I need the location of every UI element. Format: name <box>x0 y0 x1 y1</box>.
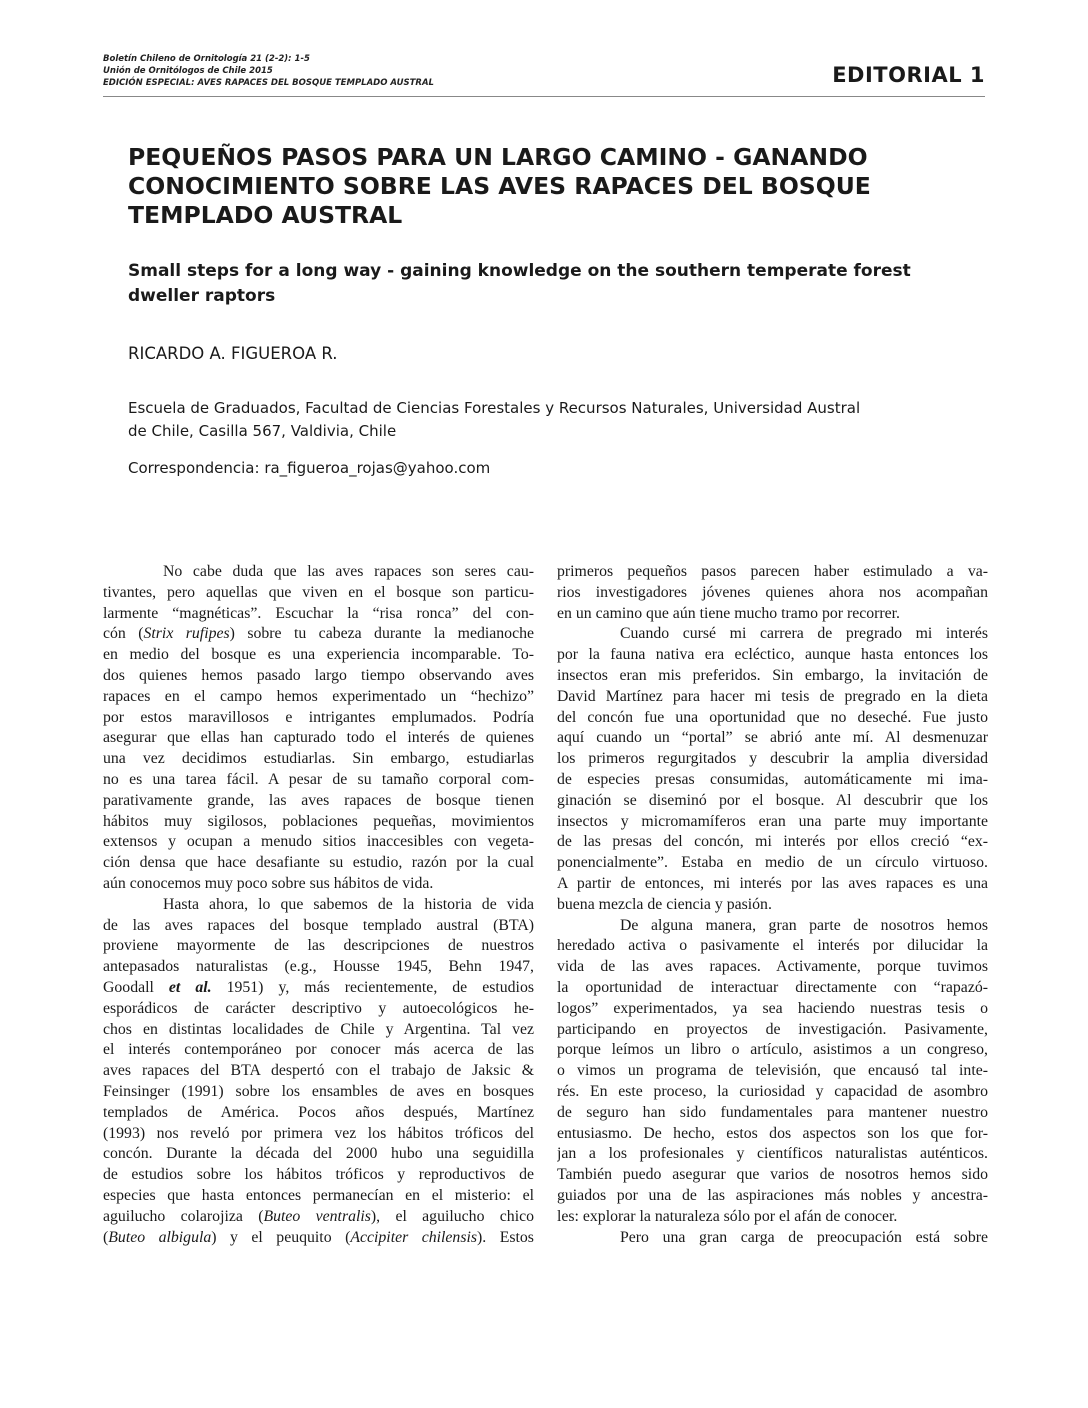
author-name: RICARDO A. FIGUEROA R. <box>128 344 338 363</box>
text-line: entusiasmo. De hecho, estos dos aspectos son los que for- <box>557 1124 988 1142</box>
affiliation <box>128 397 860 443</box>
text-line: larmente “magnéticas”. Escuchar la “risa ronca” del con- <box>103 604 534 622</box>
text-line: esporádicos de carácter descriptivo y autoecológicos he- <box>103 999 534 1017</box>
citation-etal: et al. <box>168 978 212 996</box>
affiliation-line: de Chile, Casilla 567, Valdivia, Chile <box>128 422 397 440</box>
society-line: Unión de Ornitólogos de Chile 2015 <box>103 66 273 76</box>
text-line: insectos y micromamíferos eran una parte muy importante <box>557 812 988 830</box>
text-line: asegurar que ellas han capturado todo el interés de quienes <box>103 729 534 747</box>
text-line: (1993) nos reveló por primera vez los hábitos tróficos del <box>103 1124 534 1142</box>
text-line: Feinsinger (1991) sobre los ensambles de aves en bosques <box>103 1082 534 1100</box>
text-line: rios investigadores jóvenes quienes ahora nos acompañan <box>557 583 988 601</box>
journal-citation: Boletín Chileno de Ornitología 21 (2-2): 1-5 <box>103 54 310 64</box>
text-line: David Martínez para hacer mi tesis de pregrado en la dieta <box>557 687 988 705</box>
text-line: los primeros regurgitados y descubrir la amplia diversidad <box>557 750 988 768</box>
text-line: de especies presas consumidas, automáticamente mi ima- <box>557 770 988 788</box>
text-line: rés. En este proceso, la curiosidad y capacidad de asombro <box>557 1082 988 1100</box>
english-title <box>128 259 988 309</box>
text-line: de las presas del concón, mi interés por ellos creció “ex- <box>557 833 988 851</box>
text-line: porque leímos un libro o artículo, asistimos a un congreso, <box>557 1041 988 1059</box>
species-name: Accipiter chilensis <box>350 1228 478 1246</box>
text-line: insectos eran mis preferidos. Sin embargo, la invitación de <box>557 666 988 684</box>
text-line: el interés contemporáneo por conocer más acerca de las <box>103 1041 534 1059</box>
text-line: jan a los profesionales y científicos naturalistas auténticos. <box>557 1145 988 1163</box>
text-line: de seguro han sido fundamentales para mantener nuestro <box>557 1103 988 1121</box>
text-line: del concón fue una oportunidad que no deseché. Fue justo <box>557 708 988 726</box>
text-line: También puedo asegurar que varios de nosotros hemos sido <box>557 1166 988 1184</box>
text-line: primeros pequeños pasos parecen haber estimulado a va- <box>557 563 988 580</box>
text-line: Hasta ahora, lo que sabemos de la historia de vida <box>163 895 534 913</box>
text-line: la oportunidad de interactuar directamente con “rapazó- <box>557 978 988 996</box>
text-line: ponencialmente”. Estaba en medio de un círculo virtuoso. <box>557 854 988 872</box>
text-line: de estudios sobre los hábitos tróficos y reproductivos de <box>103 1166 534 1184</box>
text-line: por la fauna nativa era ecléctico, aunque hasta entonces los <box>557 646 988 664</box>
body-column-left <box>103 562 534 1248</box>
text-line: participando en proyectos de investigación. Pasivamente, <box>557 1020 988 1038</box>
text-line: una vez decidimos estudiarlas. Sin embargo, estudiarlas <box>103 750 534 768</box>
special-edition-line: EDICIÓN ESPECIAL: AVES RAPACES DEL BOSQUE TEMPLADO AUSTRAL <box>103 78 434 88</box>
text-line: en un camino que aún tiene mucho tramo por recorrer. <box>557 604 901 622</box>
species-name: Buteo albigula <box>108 1228 212 1246</box>
article-title <box>128 143 928 230</box>
text-line: parativamente grande, las aves rapaces de bosque tienen <box>103 791 534 809</box>
text-line: cón (Strix rufipes) sobre tu cabeza durante la medianoche <box>103 625 534 643</box>
text-line: templados de América. Pocos años después, Martínez <box>103 1103 534 1121</box>
text-line: en medio del bosque es una experiencia incomparable. To- <box>103 646 534 664</box>
text-line: buena mezcla de ciencia y pasión. <box>557 895 772 913</box>
text-line: proviene mayormente de las descripciones de nuestros <box>103 937 534 955</box>
text-line: rapaces en el campo hemos experimentado un “hechizo” <box>103 687 534 705</box>
text-line: guiados por una de las aspiraciones más nobles y ancestra- <box>557 1186 988 1204</box>
text-line: hábitos muy sigilosos, poblaciones pequeñas, movimientos <box>103 812 534 830</box>
text-line: (Buteo albigula) y el peuquito (Accipiter chilensis). Estos <box>103 1228 534 1246</box>
running-header <box>103 53 434 89</box>
subtitle-line: dweller raptors <box>128 286 276 306</box>
text-line: aguilucho colarojiza (Buteo ventralis), el aguilucho chico <box>103 1207 534 1225</box>
text-line: Goodall et al. 1951) y, más recientemente, de estudios <box>103 978 534 996</box>
text-line: Pero una gran carga de preocupación está sobre <box>620 1228 988 1246</box>
text-line: A partir de entonces, mi interés por las aves rapaces es una <box>557 874 988 892</box>
correspondence-email: Correspondencia: ra_figueroa_rojas@yahoo.com <box>128 459 491 477</box>
text-line: De alguna manera, gran parte de nosotros hemos <box>620 916 988 934</box>
text-line: extensos y ocupan a menudo sitios inaccesibles con vegeta- <box>103 833 534 851</box>
header-divider <box>103 96 985 97</box>
text-line: tivantes, pero aquellas que viven en el bosque son particu- <box>103 583 534 601</box>
text-line: ción densa que hace desafiante su estudio, razón por la cual <box>103 854 534 872</box>
title-line: CONOCIMIENTO SOBRE LAS AVES RAPACES DEL BOSQUE <box>128 172 871 200</box>
species-name: Buteo ventralis <box>263 1207 371 1225</box>
text-line: concón. Durante la década del 2000 hubo una seguidilla <box>103 1145 534 1163</box>
text-line: aún conocemos muy poco sobre sus hábitos de vida. <box>103 874 434 892</box>
body-column-right <box>557 562 988 1248</box>
section-label: EDITORIAL 1 <box>832 63 985 87</box>
subtitle-line: Small steps for a long way - gaining knowledge on the southern temperate forest <box>128 261 911 281</box>
text-line: de las aves rapaces del bosque templado austral (BTA) <box>103 916 534 934</box>
text-line: aquí cuando un “portal” se abrió ante mí. Al desmenuzar <box>557 729 988 747</box>
text-line: les: explorar la naturaleza sólo por el afán de conocer. <box>557 1207 898 1225</box>
text-line: logos” experimentados, ya sea haciendo nuestras tesis o <box>557 999 988 1017</box>
text-line: no es una tarea fácil. A pesar de su tamaño corporal com- <box>103 770 534 788</box>
title-line: TEMPLADO AUSTRAL <box>128 201 403 229</box>
text-line: vida de las aves rapaces. Activamente, porque tuvimos <box>557 958 988 976</box>
text-line: Cuando cursé mi carrera de pregrado mi interés <box>620 625 988 643</box>
text-line: dos quienes hemos pasado largo tiempo observando aves <box>103 666 534 684</box>
species-name: Strix rufipes <box>143 625 230 643</box>
text-line: antepasados naturalistas (e.g., Housse 1945, Behn 1947, <box>103 958 534 976</box>
text-line: heredado activa o pasivamente el interés por dilucidar la <box>557 937 988 955</box>
text-line: especies que hasta entonces permanecían en el misterio: el <box>103 1186 534 1204</box>
text-line: chos en distintas localidades de Chile y Argentina. Tal vez <box>103 1020 534 1038</box>
text-line: ginación se diseminó por el bosque. Al descubrir que los <box>557 791 988 809</box>
title-line: PEQUEÑOS PASOS PARA UN LARGO CAMINO - GANANDO <box>128 143 868 171</box>
text-line: aves rapaces del BTA despertó con el trabajo de Jaksic & <box>103 1062 534 1080</box>
text-line: por estos maravillosos e intrigantes emplumados. Podría <box>103 708 534 726</box>
text-line: No cabe duda que las aves rapaces son seres cau- <box>163 563 534 580</box>
text-line: o vimos un programa de televisión, que encausó tal inte- <box>557 1062 988 1080</box>
affiliation-line: Escuela de Graduados, Facultad de Ciencias Forestales y Recursos Naturales, Universidad Austral <box>128 399 861 417</box>
